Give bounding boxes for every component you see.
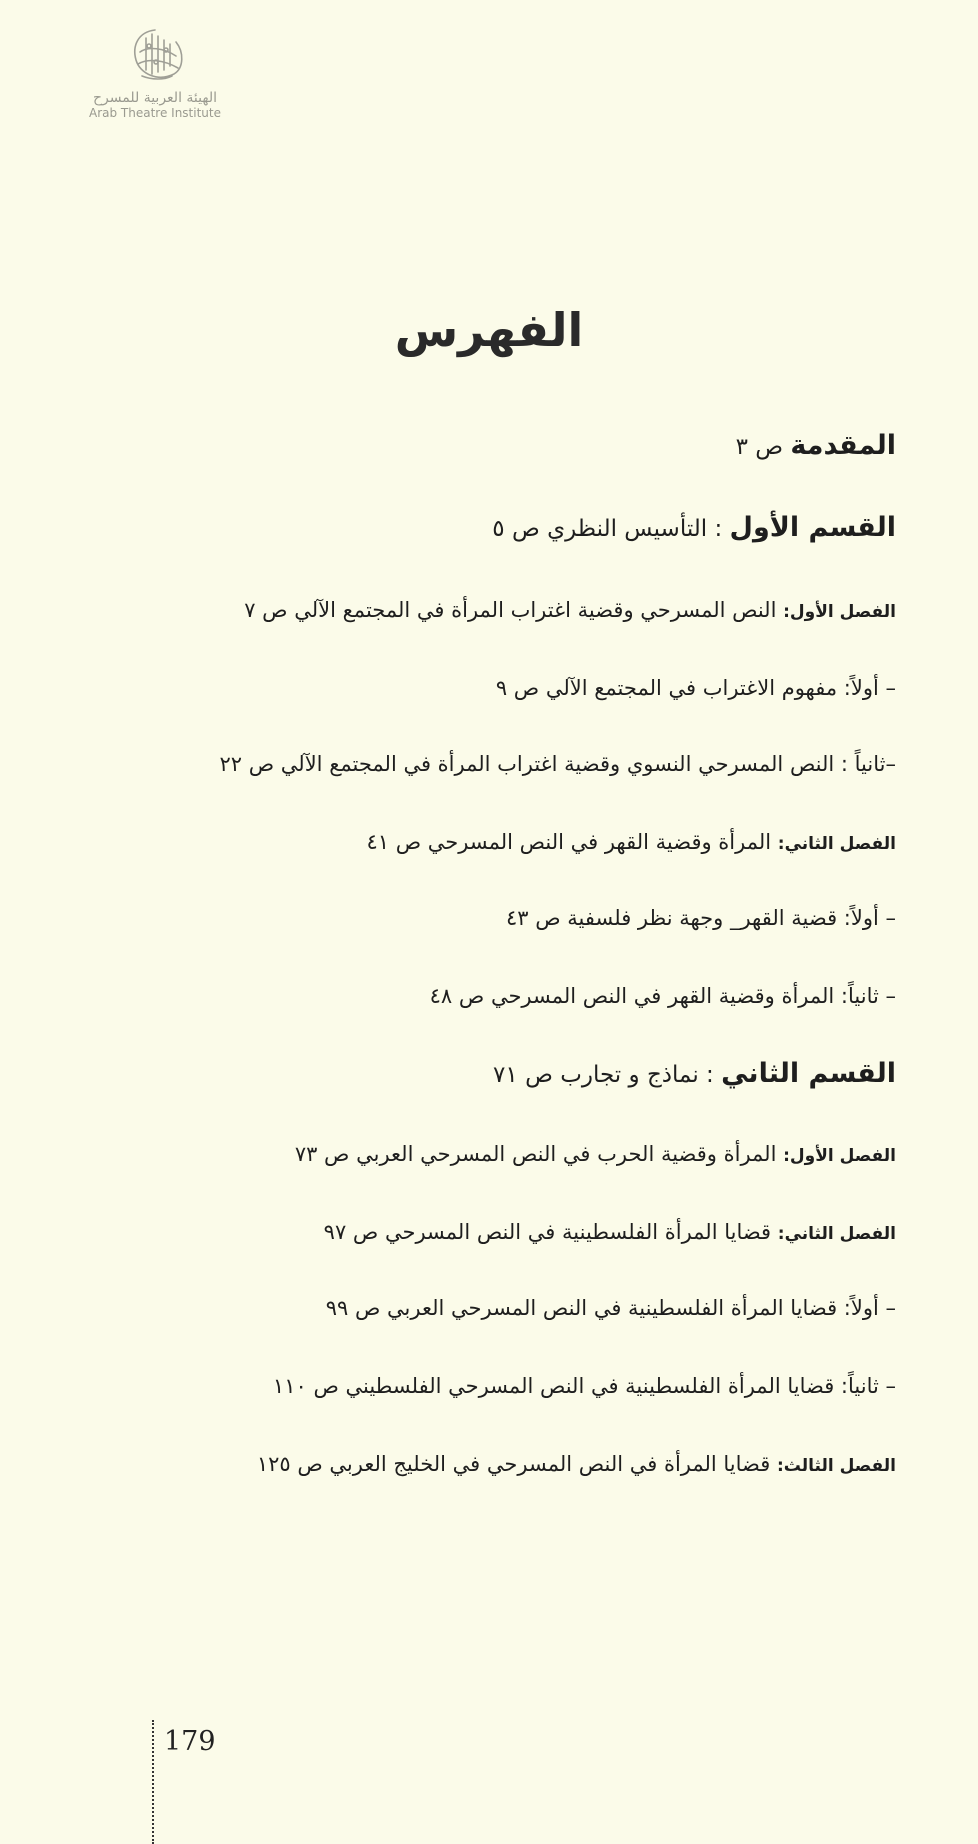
- toc-entry-text: – أولاً: مفهوم الاغتراب في المجتمع الآلي ص ٩: [495, 676, 896, 700]
- toc-entry-part-two: [140, 1054, 896, 1095]
- toc-entry-subsection: [140, 898, 896, 938]
- page-title: الفهرس: [394, 302, 584, 357]
- toc-entry-part-two-chapter-two: [140, 1212, 896, 1254]
- toc-entry-label: القسم الأول: [729, 512, 896, 543]
- toc-entry-label: الفصل الأول:: [783, 1146, 896, 1166]
- toc-entry-text: – ثانياً: قضايا المرأة الفلسطينية في النص المسرحي الفلسطيني ص ١١٠: [272, 1374, 896, 1398]
- toc-entry-text: –ثانياً : النص المسرحي النسوي وقضية اغتراب المرأة في المجتمع الآلي ص ٢٢: [219, 752, 896, 776]
- toc-entry-text: – أولاً: قضايا المرأة الفلسطينية في النص المسرحي العربي ص ٩٩: [325, 1296, 896, 1320]
- toc-entry-label: المقدمة: [790, 430, 896, 461]
- toc-entry-text: ص ٣: [735, 434, 784, 460]
- toc-entry-label: القسم الثاني: [721, 1058, 896, 1089]
- toc-entry-label: الفصل الثاني:: [777, 834, 896, 854]
- page-number: 179: [164, 1726, 216, 1757]
- toc-entry-subsection: [140, 976, 896, 1016]
- toc-entry-text: : نماذج و تجارب ص ٧١: [493, 1062, 714, 1088]
- toc-entry-introduction: [140, 426, 896, 467]
- toc-entry-subsection: [140, 744, 896, 784]
- toc-entry-text: قضايا المرأة في النص المسرحي في الخليج العربي ص ١٢٥: [256, 1452, 771, 1476]
- page-footer: [152, 1720, 216, 1844]
- publisher-name-english: Arab Theatre Institute: [88, 106, 221, 120]
- toc-entry-subsection: [140, 668, 896, 708]
- toc-entry-subsection: [140, 1366, 896, 1406]
- toc-entry-label: الفصل الثالث:: [777, 1456, 896, 1476]
- toc-entry-text: المرأة وقضية القهر في النص المسرحي ص ٤١: [366, 830, 772, 854]
- toc-entry-text: المرأة وقضية الحرب في النص المسرحي العربي ص ٧٣: [294, 1142, 777, 1166]
- toc-entry-part-one-chapter-one: [140, 590, 896, 632]
- toc-entry-text: قضايا المرأة الفلسطينية في النص المسرحي ص ٩٧: [323, 1220, 772, 1244]
- toc-entry-label: الفصل الثاني:: [777, 1224, 896, 1244]
- toc-entry-part-two-chapter-one: [140, 1134, 896, 1176]
- toc-entry-text: : التأسيس النظري ص ٥: [492, 516, 723, 542]
- toc-entry-part-two-chapter-three: [140, 1444, 896, 1486]
- publisher-name-arabic: الهيئة العربية للمسرح: [93, 90, 217, 106]
- toc-entry-part-one: [140, 508, 896, 549]
- toc-entry-text: النص المسرحي وقضية اغتراب المرأة في المجتمع الآلي ص ٧: [244, 598, 777, 622]
- toc-entry-subsection: [140, 1288, 896, 1328]
- toc-entry-label: الفصل الأول:: [783, 602, 896, 622]
- toc-entry-text: – ثانياً: المرأة وقضية القهر في النص المسرحي ص ٤٨: [429, 984, 896, 1008]
- toc-entry-part-one-chapter-two: [140, 822, 896, 864]
- toc-entry-text: – أولاً: قضية القهر_ وجهة نظر فلسفية ص ٤٣: [505, 906, 896, 930]
